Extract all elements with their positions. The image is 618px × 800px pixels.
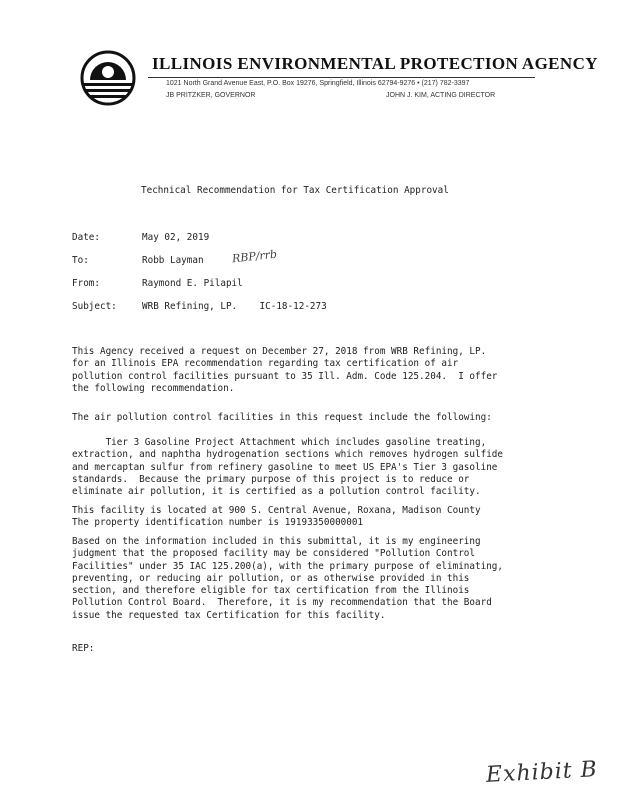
director-name: JOHN J. KIM, ACTING DIRECTOR [386, 92, 496, 99]
body-paragraph-5: Based on the information included in this submittal, it is my engineering judgment that the proposed facility may be considered "Pollution Control Facilities" under 35 IAC 125.200(a), with the primary purpose of eliminating, preventing, or reducing air pollution, or as otherwise provided in this section, and therefore eligible for tax certification from the Illinois Pollution Control Board. Therefore, it is my recommendation that the Board issue the requested tax Certification for this facility. [72, 536, 503, 621]
illinois-epa-seal-icon [76, 50, 140, 106]
body-paragraph-3: Tier 3 Gasoline Project Attachment which includes gasoline treating, extraction, and naphtha hydrogenation sections which removes hydrogen sulfide and mercaptan sulfur from refinery gasoline to meet US EPA's Tier 3 gasoline standards. Because the primary purpose of this project is to reduce or eliminate air pollution, it is certified as a pollution control facility. [72, 437, 503, 498]
from-value: Raymond E. Pilapil [142, 278, 243, 289]
from-label: From: [72, 278, 100, 289]
memo-title: Technical Recommendation for Tax Certification Approval [141, 185, 449, 196]
body-paragraph-4: This facility is located at 900 S. Central Avenue, Roxana, Madison County The property identification number is 19193350000001 [72, 505, 481, 529]
subject-label: Subject: [72, 301, 117, 312]
governor-name: JB PRITZKER, GOVERNOR [166, 92, 256, 99]
body-paragraph-1: This Agency received a request on December 27, 2018 from WRB Refining, LP. for an Illinois EPA recommendation regarding tax certification of air pollution control facilities pursuant to 35 Ill. Adm. Code 125.204. I offer the following recommendation. [72, 346, 498, 394]
exhibit-label: Exhibit B [485, 757, 599, 788]
to-label: To: [72, 255, 89, 266]
letterhead-rule [148, 77, 535, 78]
handwritten-initials: RBP/rrb [231, 247, 278, 266]
date-value: May 02, 2019 [142, 232, 210, 243]
body-paragraph-2: The air pollution control facilities in this request include the following: [72, 412, 492, 423]
date-label: Date: [72, 232, 100, 243]
agency-address: 1021 North Grand Avenue East, P.O. Box 19276, Springfield, Illinois 62794-9276 • (217) 782-3397 [166, 80, 470, 87]
agency-name: ILLINOIS ENVIRONMENTAL PROTECTION AGENCY [152, 54, 598, 73]
to-value: Robb Layman [142, 255, 204, 266]
author-initials: REP: [72, 643, 95, 654]
subject-value: WRB Refining, LP. IC-18-12-273 [142, 301, 327, 312]
